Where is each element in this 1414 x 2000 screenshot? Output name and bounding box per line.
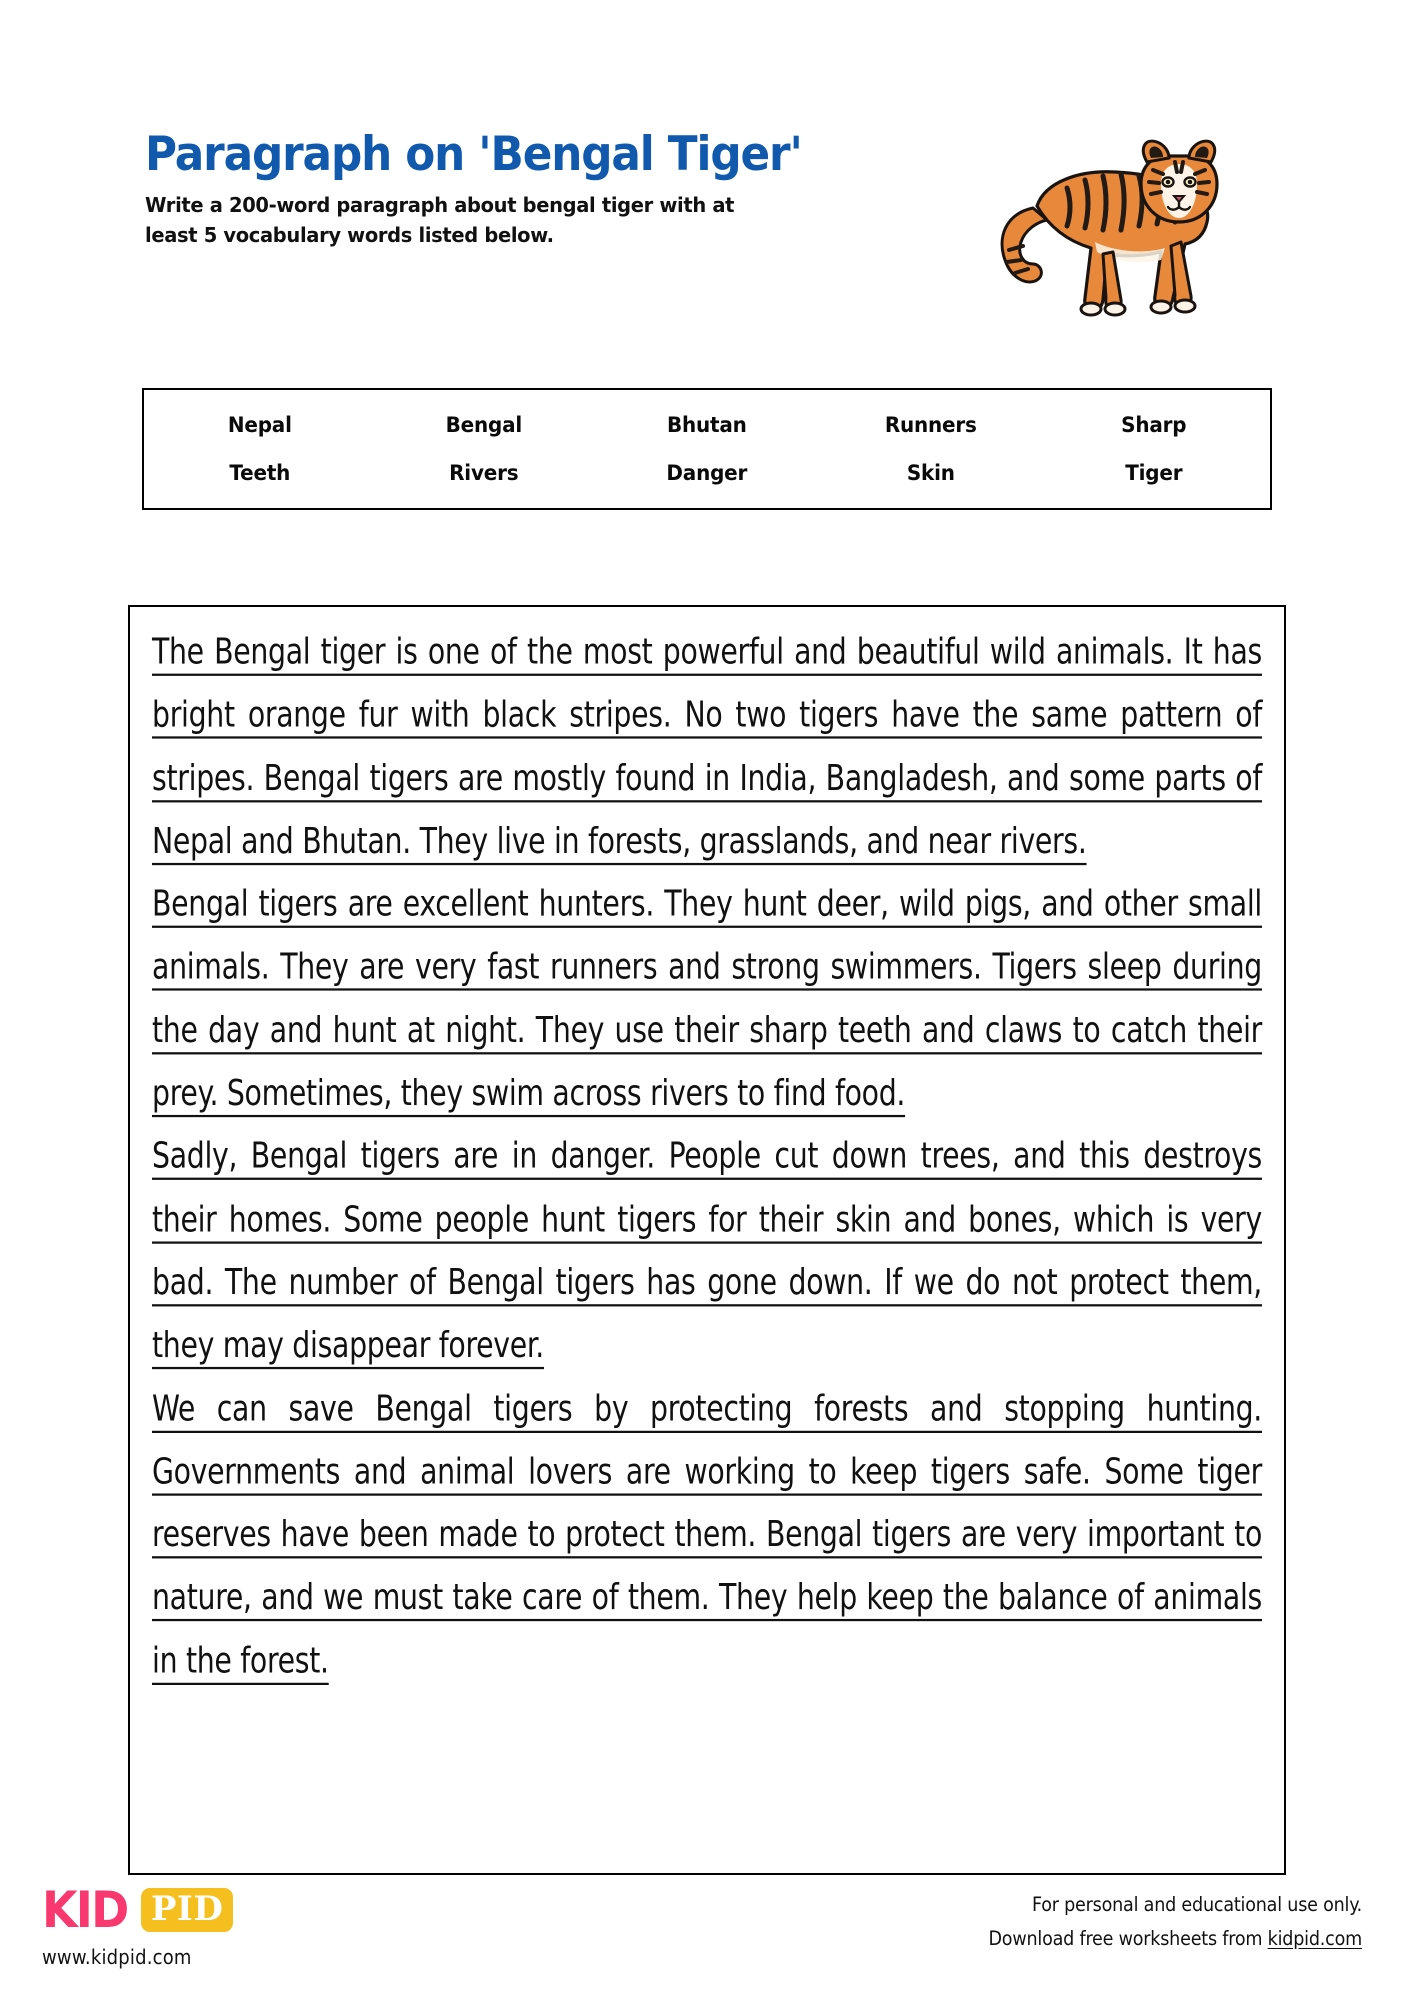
credit-download-prefix: Download free worksheets from xyxy=(988,1927,1268,1951)
logo-kid-text: KID xyxy=(42,1881,128,1939)
page-title: Paragraph on 'Bengal Tiger' xyxy=(145,127,802,182)
kidpid-logo xyxy=(42,1882,362,1938)
answer-paragraph: The Bengal tiger is one of the most powerful and beautiful wild animals. It has bright orange fur with black stripes. No two tigers have the same pattern of stripes. Bengal tigers are mostly found in India, Bangladesh, and some parts of Nepal and Bhutan. They live in forests, grasslands, and near rivers. xyxy=(152,632,1262,862)
vocabulary-word: Nepal xyxy=(227,413,292,437)
vocabulary-word: Bengal xyxy=(445,413,522,437)
credit-download-line xyxy=(989,1922,1363,1956)
instruction-text: Write a 200-word paragraph about bengal tiger with at least 5 vocabulary words listed below. xyxy=(145,193,735,248)
answer-paragraph: We can save Bengal tigers by protecting forests and stopping hunting. Governments and animal lovers are working to keep tigers safe. Some tiger reserves have been made to protect them. Bengal tigers are very important to nature, and we must take care of them. They help keep the balance of animals in the forest. xyxy=(152,1388,1262,1682)
vocabulary-row xyxy=(144,413,1270,437)
kidpid-link[interactable]: kidpid.com xyxy=(1267,1927,1362,1951)
answer-paragraph: Bengal tigers are excellent hunters. They hunt deer, wild pigs, and other small animals. They are very fast runners and strong swimmers. Tigers sleep during the day and hunt at night. They use their sharp teeth and claws to catch their prey. Sometimes, they swim across rivers to find food. xyxy=(152,884,1262,1114)
vocabulary-word: Danger xyxy=(666,461,748,485)
bengal-tiger-illustration xyxy=(975,110,1245,340)
logo-pid-badge xyxy=(141,1888,233,1932)
logo-pid-text: PID xyxy=(150,1889,224,1929)
vocabulary-word: Skin xyxy=(906,461,955,485)
worksheet-footer xyxy=(0,1870,1414,2000)
vocabulary-word: Sharp xyxy=(1121,413,1187,437)
worksheet-header xyxy=(145,127,1275,370)
answer-text-body xyxy=(152,621,1262,1693)
answer-writing-box[interactable] xyxy=(128,605,1286,1875)
header-text-block xyxy=(145,127,905,251)
vocabulary-word-box xyxy=(142,388,1272,510)
vocabulary-word: Tiger xyxy=(1125,461,1183,485)
vocabulary-word: Rivers xyxy=(448,461,519,485)
vocabulary-word: Teeth xyxy=(229,461,291,485)
footer-credits xyxy=(989,1888,1363,1956)
brand-website-url: www.kidpid.com xyxy=(42,1945,192,1969)
kidpid-branding xyxy=(42,1882,362,1969)
vocabulary-row xyxy=(144,461,1270,485)
vocabulary-word: Runners xyxy=(884,413,977,437)
credit-usage-line: For personal and educational use only. xyxy=(1032,1893,1362,1916)
answer-paragraph: Sadly, Bengal tigers are in danger. People cut down trees, and this destroys their homes. Some people hunt tigers for their skin and bones, which is very bad. The number of Bengal tigers has gone down. If we do not protect them, they may disappear forever. xyxy=(152,1136,1262,1367)
vocabulary-word: Bhutan xyxy=(667,413,747,437)
